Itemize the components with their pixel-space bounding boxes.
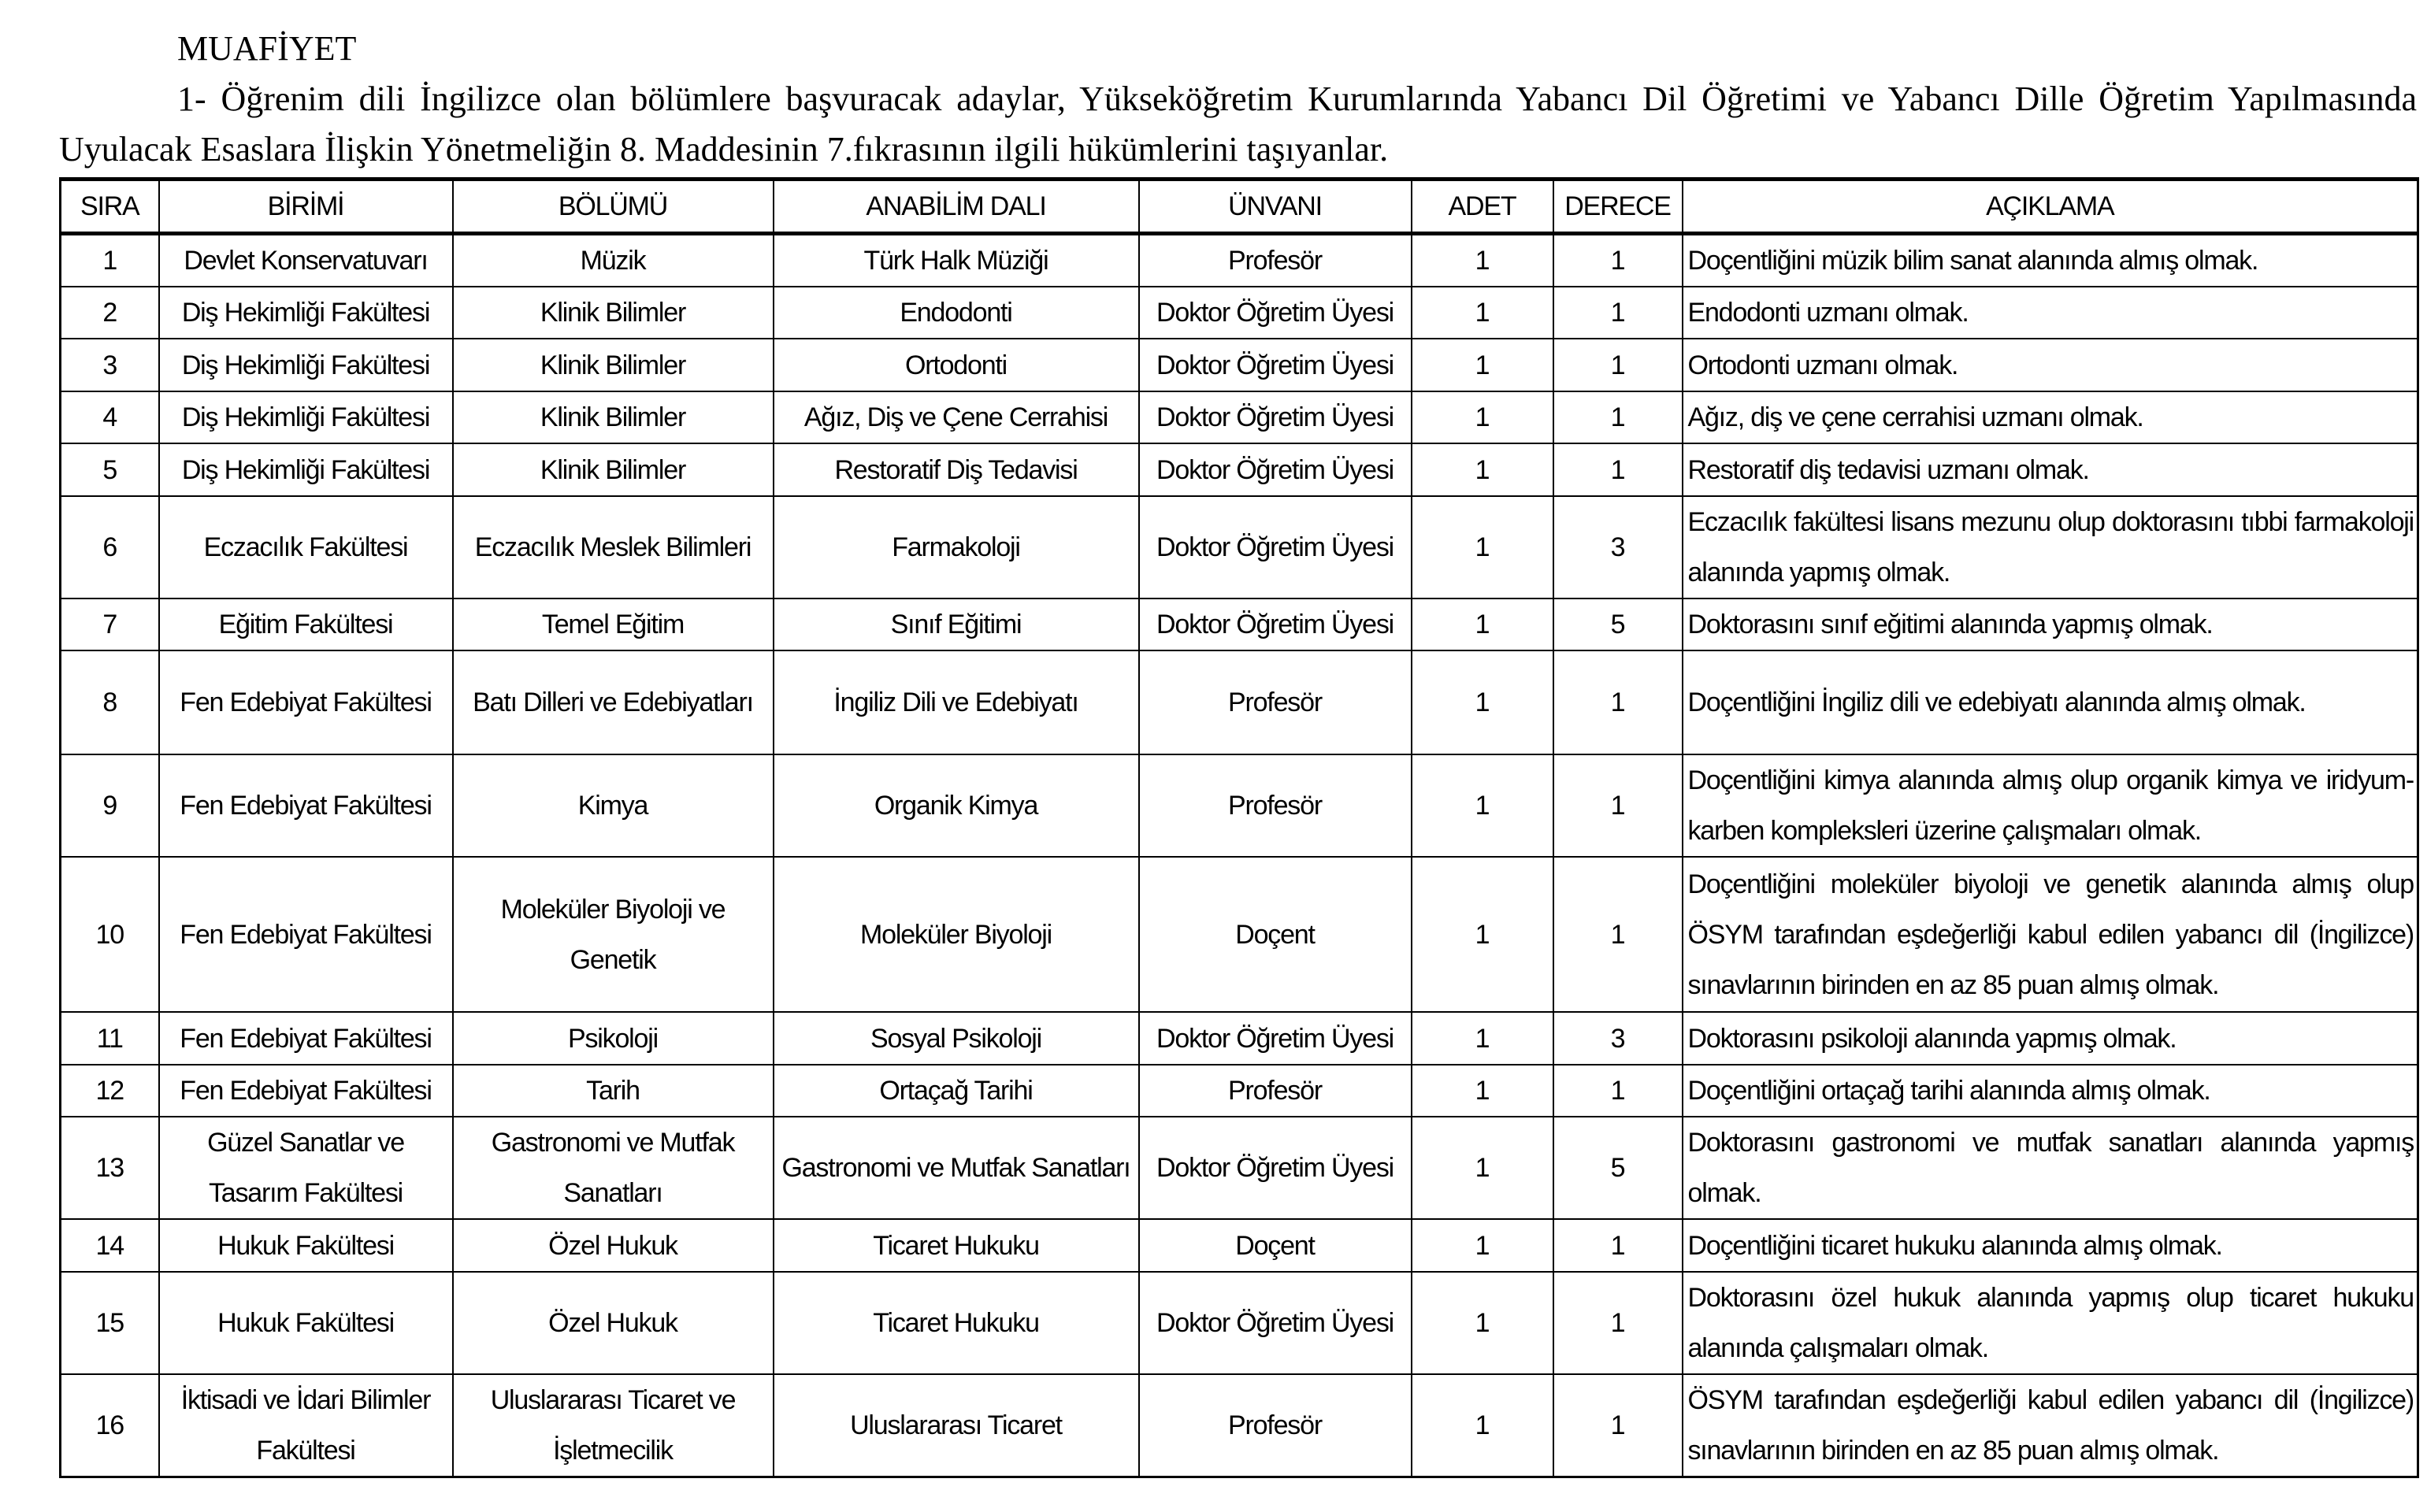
cell-derece: 1 [1553, 339, 1683, 391]
cell-anabilim-dali: Uluslararası Ticaret [774, 1374, 1139, 1477]
cell-sira: 3 [61, 339, 159, 391]
cell-birimi: Güzel Sanatlar ve Tasarım Fakültesi [159, 1117, 453, 1219]
table-row [61, 1065, 2418, 1117]
cell-anabilim-dali: Sınıf Eğitimi [774, 598, 1139, 650]
cell-bolumu: Müzik [453, 234, 774, 287]
cell-adet: 1 [1412, 234, 1553, 287]
cell-anabilim-dali: Ticaret Hukuku [774, 1272, 1139, 1374]
column-header-bolumu: BÖLÜMÜ [453, 180, 774, 234]
cell-bolumu: Klinik Bilimler [453, 287, 774, 339]
cell-unvani: Doktor Öğretim Üyesi [1139, 1012, 1412, 1065]
table-row [61, 1272, 2418, 1374]
cell-aciklama: Doçentliğini İngiliz dili ve edebiyatı alanında almış olmak. [1683, 650, 2418, 754]
column-header-unvani: ÜNVANI [1139, 180, 1412, 234]
cell-derece: 1 [1553, 650, 1683, 754]
cell-aciklama: Doçentliğini moleküler biyoloji ve genetik alanında almış olup ÖSYM tarafından eşdeğerliği kabul edilen yabancı dil (İngilizce) sınavlarının birinden en az 85 puan almış olmak. [1683, 857, 2418, 1012]
table-row [61, 287, 2418, 339]
cell-unvani: Doktor Öğretim Üyesi [1139, 339, 1412, 391]
cell-adet: 1 [1412, 857, 1553, 1012]
cell-birimi: Hukuk Fakültesi [159, 1272, 453, 1374]
cell-anabilim-dali: Endodonti [774, 287, 1139, 339]
cell-sira: 14 [61, 1219, 159, 1272]
cell-adet: 1 [1412, 1012, 1553, 1065]
cell-bolumu: Tarih [453, 1065, 774, 1117]
cell-birimi: Diş Hekimliği Fakültesi [159, 443, 453, 496]
cell-anabilim-dali: Farmakoloji [774, 496, 1139, 598]
cell-adet: 1 [1412, 1374, 1553, 1477]
cell-birimi: Diş Hekimliği Fakültesi [159, 287, 453, 339]
cell-aciklama: Ağız, diş ve çene cerrahisi uzmanı olmak. [1683, 391, 2418, 443]
table-row [61, 1219, 2418, 1272]
cell-anabilim-dali: Organik Kimya [774, 754, 1139, 857]
cell-sira: 5 [61, 443, 159, 496]
cell-sira: 2 [61, 287, 159, 339]
column-header-sira: SIRA [61, 180, 159, 234]
cell-derece: 5 [1553, 598, 1683, 650]
cell-derece: 1 [1553, 754, 1683, 857]
cell-unvani: Profesör [1139, 754, 1412, 857]
cell-adet: 1 [1412, 598, 1553, 650]
cell-bolumu: Psikoloji [453, 1012, 774, 1065]
cell-bolumu: Özel Hukuk [453, 1219, 774, 1272]
cell-sira: 9 [61, 754, 159, 857]
cell-adet: 1 [1412, 287, 1553, 339]
cell-sira: 16 [61, 1374, 159, 1477]
cell-derece: 1 [1553, 1272, 1683, 1374]
cell-birimi: Diş Hekimliği Fakültesi [159, 391, 453, 443]
cell-anabilim-dali: Türk Halk Müziği [774, 234, 1139, 287]
cell-birimi: Fen Edebiyat Fakültesi [159, 857, 453, 1012]
cell-bolumu: Eczacılık Meslek Bilimleri [453, 496, 774, 598]
cell-aciklama: Doktorasını gastronomi ve mutfak sanatları alanında yapmış olmak. [1683, 1117, 2418, 1219]
cell-unvani: Doktor Öğretim Üyesi [1139, 443, 1412, 496]
cell-birimi: İktisadi ve İdari Bilimler Fakültesi [159, 1374, 453, 1477]
cell-adet: 1 [1412, 443, 1553, 496]
column-header-derece: DERECE [1553, 180, 1683, 234]
positions-table [59, 177, 2419, 1478]
cell-bolumu: Klinik Bilimler [453, 339, 774, 391]
table-row [61, 234, 2418, 287]
cell-bolumu: Klinik Bilimler [453, 391, 774, 443]
column-header-adet: ADET [1412, 180, 1553, 234]
cell-birimi: Fen Edebiyat Fakültesi [159, 1012, 453, 1065]
cell-aciklama: Doçentliğini ticaret hukuku alanında almış olmak. [1683, 1219, 2418, 1272]
cell-adet: 1 [1412, 496, 1553, 598]
cell-adet: 1 [1412, 650, 1553, 754]
cell-derece: 1 [1553, 391, 1683, 443]
table-row [61, 1374, 2418, 1477]
cell-unvani: Doktor Öğretim Üyesi [1139, 496, 1412, 598]
cell-anabilim-dali: Sosyal Psikoloji [774, 1012, 1139, 1065]
cell-bolumu: Uluslararası Ticaret ve İşletmecilik [453, 1374, 774, 1477]
cell-unvani: Doçent [1139, 1219, 1412, 1272]
cell-adet: 1 [1412, 391, 1553, 443]
table-row [61, 857, 2418, 1012]
cell-sira: 4 [61, 391, 159, 443]
cell-adet: 1 [1412, 754, 1553, 857]
cell-birimi: Diş Hekimliği Fakültesi [159, 339, 453, 391]
column-header-aciklama: AÇIKLAMA [1683, 180, 2418, 234]
cell-derece: 1 [1553, 234, 1683, 287]
cell-derece: 1 [1553, 1065, 1683, 1117]
cell-derece: 5 [1553, 1117, 1683, 1219]
cell-adet: 1 [1412, 1219, 1553, 1272]
cell-derece: 1 [1553, 1374, 1683, 1477]
table-header-row [61, 180, 2418, 234]
cell-derece: 1 [1553, 287, 1683, 339]
cell-aciklama: Restoratif diş tedavisi uzmanı olmak. [1683, 443, 2418, 496]
table-row [61, 1117, 2418, 1219]
cell-aciklama: Doktorasını özel hukuk alanında yapmış olup ticaret hukuku alanında çalışmaları olmak. [1683, 1272, 2418, 1374]
cell-derece: 1 [1553, 1219, 1683, 1272]
table-row [61, 598, 2418, 650]
cell-bolumu: Özel Hukuk [453, 1272, 774, 1374]
cell-birimi: Eczacılık Fakültesi [159, 496, 453, 598]
cell-derece: 3 [1553, 496, 1683, 598]
cell-unvani: Profesör [1139, 234, 1412, 287]
cell-sira: 15 [61, 1272, 159, 1374]
cell-derece: 1 [1553, 857, 1683, 1012]
cell-anabilim-dali: Ağız, Diş ve Çene Cerrahisi [774, 391, 1139, 443]
cell-bolumu: Temel Eğitim [453, 598, 774, 650]
cell-unvani: Doktor Öğretim Üyesi [1139, 598, 1412, 650]
column-header-anabilim-dali: ANABİLİM DALI [774, 180, 1139, 234]
cell-unvani: Doçent [1139, 857, 1412, 1012]
table-row [61, 391, 2418, 443]
cell-birimi: Hukuk Fakültesi [159, 1219, 453, 1272]
cell-aciklama: ÖSYM tarafından eşdeğerliği kabul edilen yabancı dil (İngilizce) sınavlarının birinden en az 85 puan almış olmak. [1683, 1374, 2418, 1477]
cell-aciklama: Doçentliğini kimya alanında almış olup organik kimya ve iridyum-karben kompleksleri üzerine çalışmaları olmak. [1683, 754, 2418, 857]
cell-anabilim-dali: Ortaçağ Tarihi [774, 1065, 1139, 1117]
cell-unvani: Profesör [1139, 1065, 1412, 1117]
cell-adet: 1 [1412, 1117, 1553, 1219]
cell-unvani: Profesör [1139, 650, 1412, 754]
cell-adet: 1 [1412, 339, 1553, 391]
cell-sira: 8 [61, 650, 159, 754]
cell-bolumu: Klinik Bilimler [453, 443, 774, 496]
cell-unvani: Doktor Öğretim Üyesi [1139, 1117, 1412, 1219]
cell-sira: 10 [61, 857, 159, 1012]
table-row [61, 496, 2418, 598]
cell-unvani: Profesör [1139, 1374, 1412, 1477]
cell-aciklama: Ortodonti uzmanı olmak. [1683, 339, 2418, 391]
cell-birimi: Fen Edebiyat Fakültesi [159, 754, 453, 857]
cell-birimi: Devlet Konservatuvarı [159, 234, 453, 287]
cell-sira: 6 [61, 496, 159, 598]
cell-bolumu: Moleküler Biyoloji ve Genetik [453, 857, 774, 1012]
cell-birimi: Eğitim Fakültesi [159, 598, 453, 650]
cell-anabilim-dali: Restoratif Diş Tedavisi [774, 443, 1139, 496]
cell-sira: 12 [61, 1065, 159, 1117]
cell-unvani: Doktor Öğretim Üyesi [1139, 1272, 1412, 1374]
cell-adet: 1 [1412, 1272, 1553, 1374]
cell-anabilim-dali: İngiliz Dili ve Edebiyatı [774, 650, 1139, 754]
cell-bolumu: Batı Dilleri ve Edebiyatları [453, 650, 774, 754]
cell-aciklama: Doçentliğini müzik bilim sanat alanında almış olmak. [1683, 234, 2418, 287]
table-row [61, 754, 2418, 857]
cell-bolumu: Kimya [453, 754, 774, 857]
cell-sira: 7 [61, 598, 159, 650]
cell-aciklama: Doçentliğini ortaçağ tarihi alanında almış olmak. [1683, 1065, 2418, 1117]
cell-sira: 11 [61, 1012, 159, 1065]
cell-unvani: Doktor Öğretim Üyesi [1139, 391, 1412, 443]
cell-sira: 13 [61, 1117, 159, 1219]
cell-adet: 1 [1412, 1065, 1553, 1117]
cell-aciklama: Doktorasını psikoloji alanında yapmış olmak. [1683, 1012, 2418, 1065]
cell-aciklama: Doktorasını sınıf eğitimi alanında yapmış olmak. [1683, 598, 2418, 650]
table-row [61, 443, 2418, 496]
column-header-birimi: BİRİMİ [159, 180, 453, 234]
table-row [61, 339, 2418, 391]
cell-anabilim-dali: Ticaret Hukuku [774, 1219, 1139, 1272]
cell-anabilim-dali: Ortodonti [774, 339, 1139, 391]
cell-birimi: Fen Edebiyat Fakültesi [159, 1065, 453, 1117]
section-heading: MUAFİYET [177, 29, 357, 68]
cell-derece: 1 [1553, 443, 1683, 496]
cell-unvani: Doktor Öğretim Üyesi [1139, 287, 1412, 339]
cell-birimi: Fen Edebiyat Fakültesi [159, 650, 453, 754]
cell-bolumu: Gastronomi ve Mutfak Sanatları [453, 1117, 774, 1219]
cell-aciklama: Endodonti uzmanı olmak. [1683, 287, 2418, 339]
table-row [61, 1012, 2418, 1065]
table-row [61, 650, 2418, 754]
cell-aciklama: Eczacılık fakültesi lisans mezunu olup doktorasını tıbbi farmakoloji alanında yapmış olmak. [1683, 496, 2418, 598]
intro-paragraph: 1- Öğrenim dili İngilizce olan bölümlere başvuracak adaylar, Yükseköğretim Kurumlarında Yabancı Dil Öğretimi ve Yabancı Dille Öğretim Yapılmasında Uyulacak Esaslara İlişkin Yönetmeliğin 8. Maddesinin 7.fıkrasının ilgili hükümlerini taşıyanlar. [59, 80, 2417, 169]
cell-anabilim-dali: Moleküler Biyoloji [774, 857, 1139, 1012]
cell-derece: 3 [1553, 1012, 1683, 1065]
cell-anabilim-dali: Gastronomi ve Mutfak Sanatları [774, 1117, 1139, 1219]
cell-sira: 1 [61, 234, 159, 287]
